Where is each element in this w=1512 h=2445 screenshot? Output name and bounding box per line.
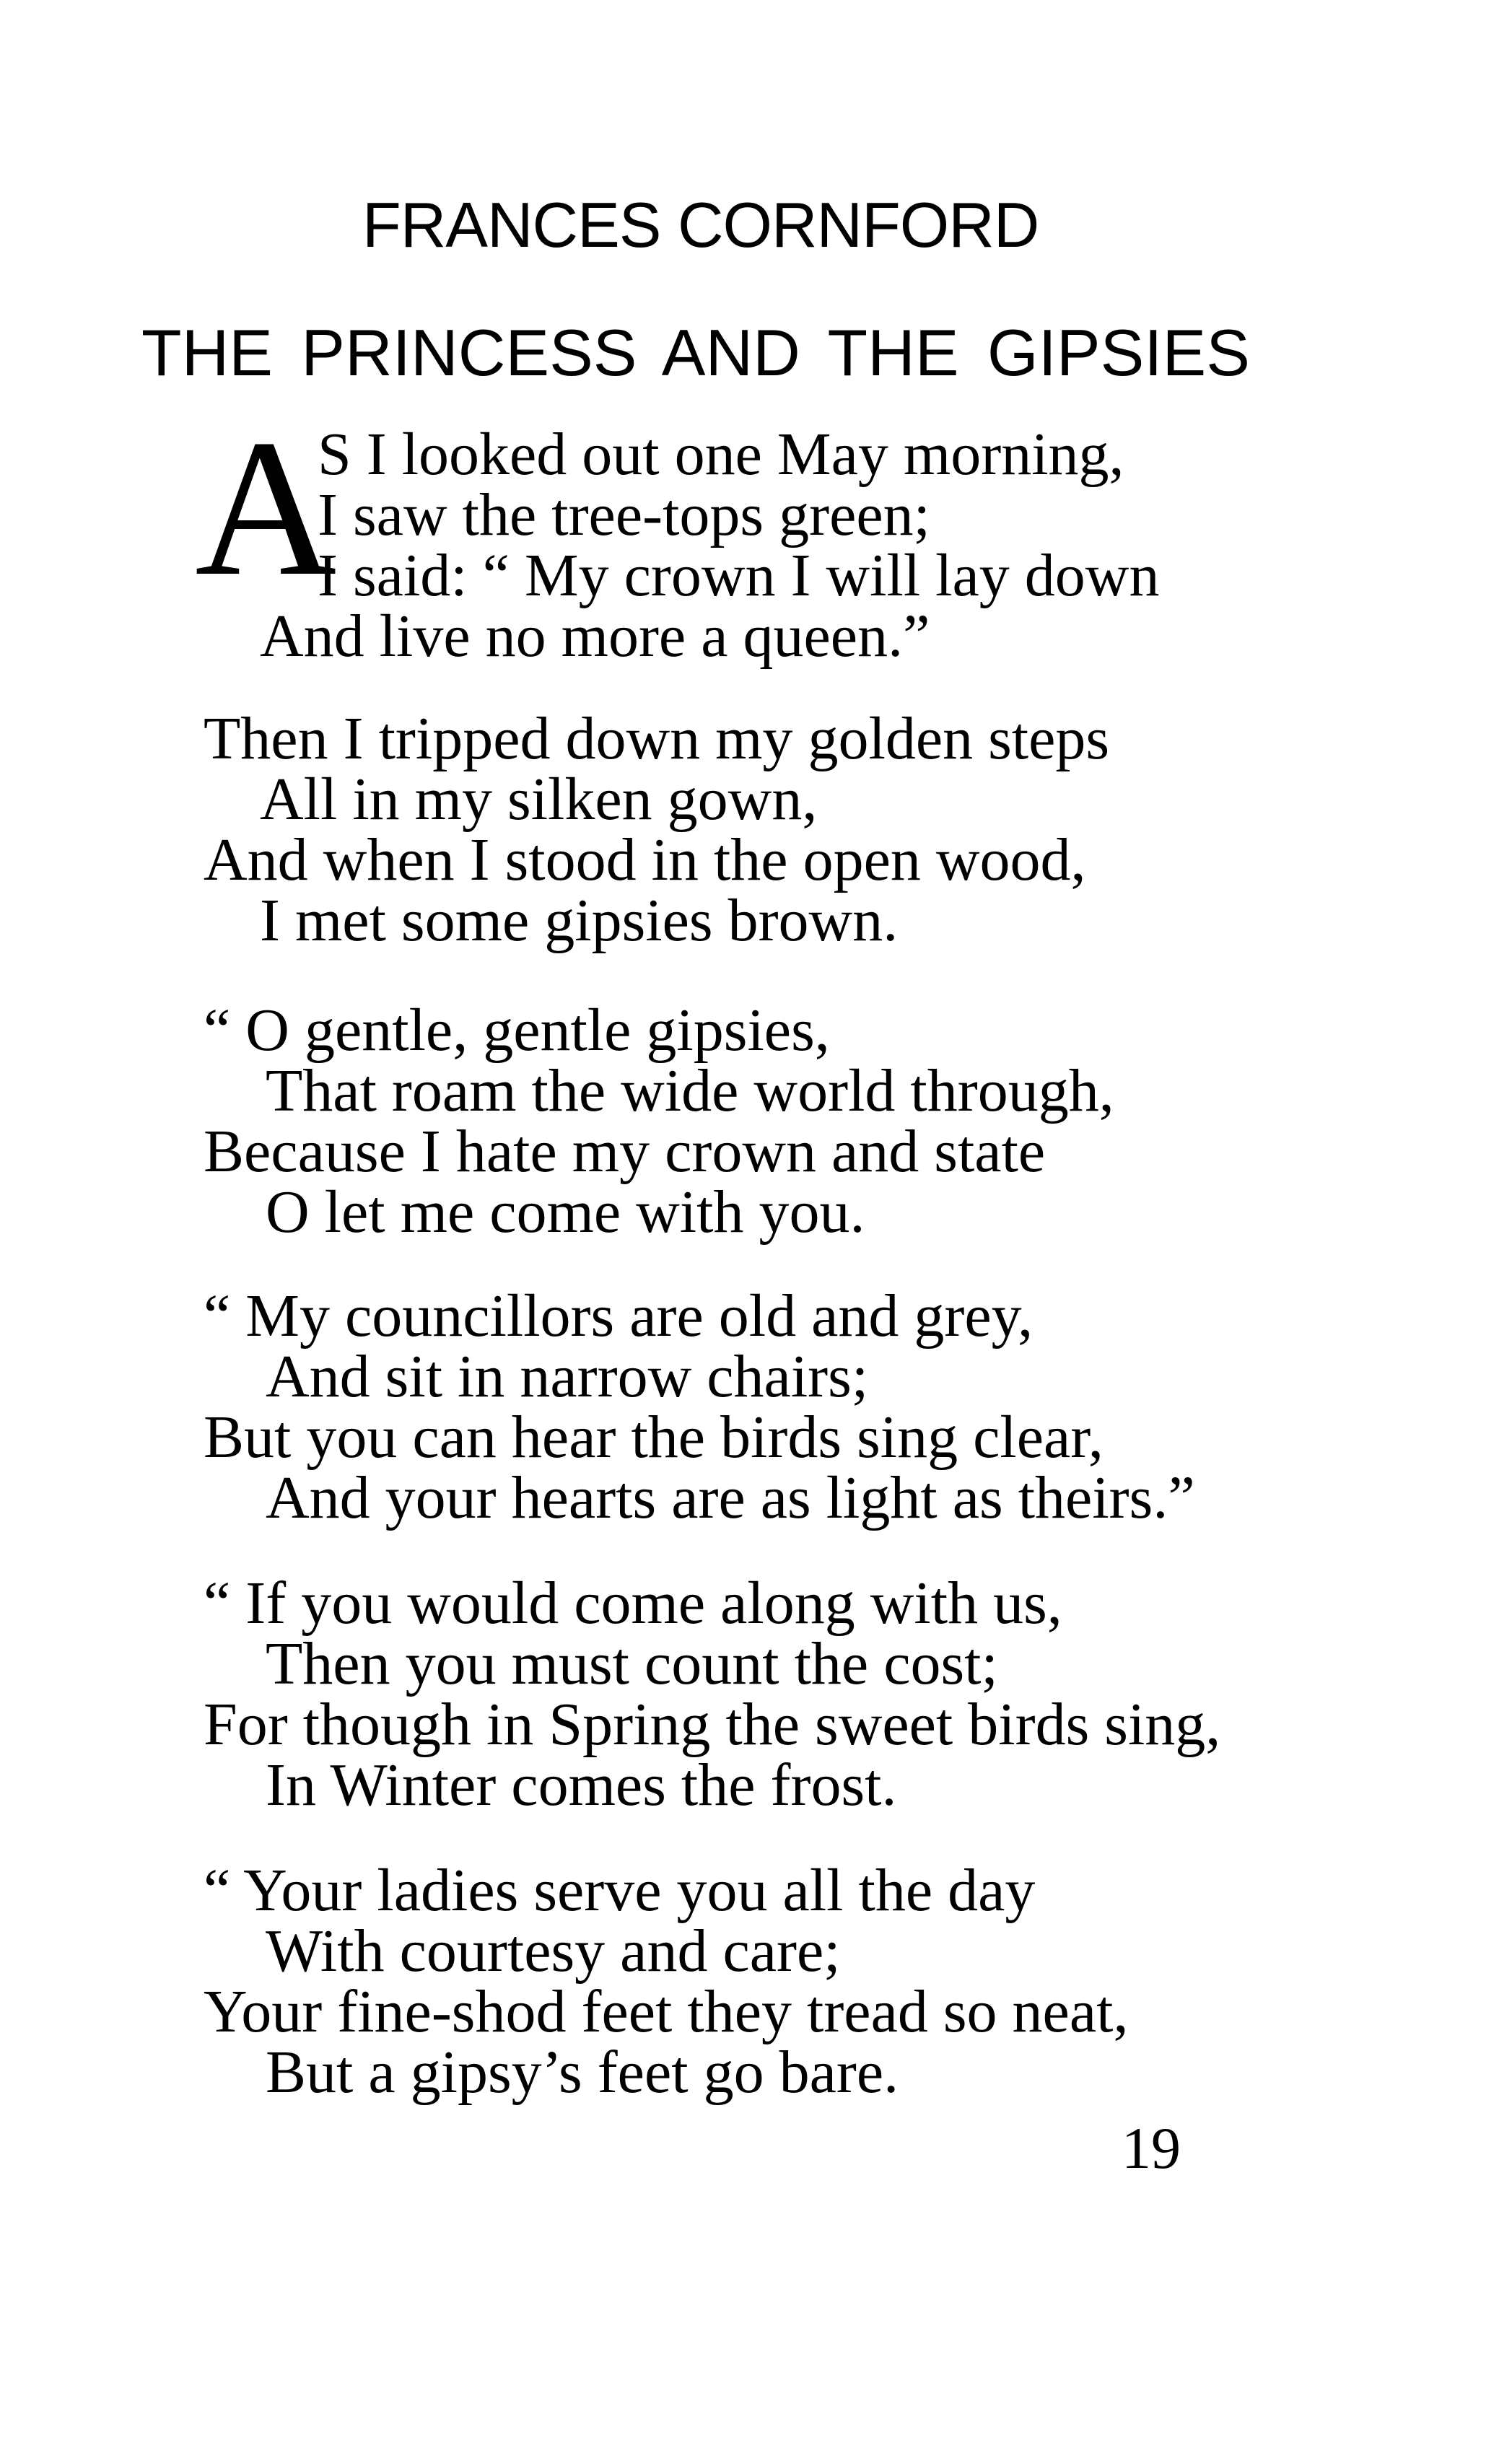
- poem-line: I said: “ My crown I will lay down: [318, 542, 1160, 609]
- poem-line: But you can hear the birds sing clear,: [204, 1404, 1104, 1471]
- poem-line: All in my silken gown,: [260, 766, 818, 833]
- page-number: 19: [1122, 2115, 1181, 2181]
- poem-line: O let me come with you.: [266, 1178, 865, 1246]
- poem-line: “ Your ladies serve you all the day: [204, 1857, 1036, 1924]
- poem-line: “ My councillors are old and grey,: [204, 1282, 1034, 1350]
- poem-line: That roam the wide world through,: [266, 1057, 1114, 1124]
- poem-line: And when I stood in the open wood,: [204, 826, 1086, 893]
- poem-line: “ If you would come along with us,: [204, 1570, 1062, 1637]
- poem-line: Then I tripped down my golden steps: [204, 705, 1110, 772]
- poem-line: And live no more a queen.”: [260, 603, 930, 670]
- poem-line: With courtesy and care;: [266, 1917, 841, 1985]
- poem-line: Your fine-shod feet they tread so neat,: [204, 1978, 1129, 2045]
- poem-line: Then you must count the cost;: [266, 1630, 998, 1697]
- poem-line: And your hearts are as light as theirs.”: [266, 1464, 1195, 1531]
- poem-line: And sit in narrow chairs;: [266, 1343, 869, 1410]
- author-heading: FRANCES CORNFORD: [362, 189, 1039, 261]
- poem-line: Because I hate my crown and state: [204, 1118, 1046, 1185]
- poem-line: S I looked out one May morning,: [318, 421, 1124, 488]
- poem-line: For though in Spring the sweet birds sing,: [204, 1691, 1221, 1758]
- poem-line: “ O gentle, gentle gipsies,: [204, 997, 830, 1064]
- poem-line: I met some gipsies brown.: [260, 887, 899, 954]
- poem-line: In Winter comes the frost.: [266, 1751, 897, 1819]
- drop-cap: A: [195, 399, 337, 616]
- poem-title: THE PRINCESS AND THE GIPSIES: [141, 317, 1250, 390]
- poem-line: I saw the tree-tops green;: [318, 481, 930, 548]
- poem-line: But a gipsy’s feet go bare.: [266, 2039, 899, 2106]
